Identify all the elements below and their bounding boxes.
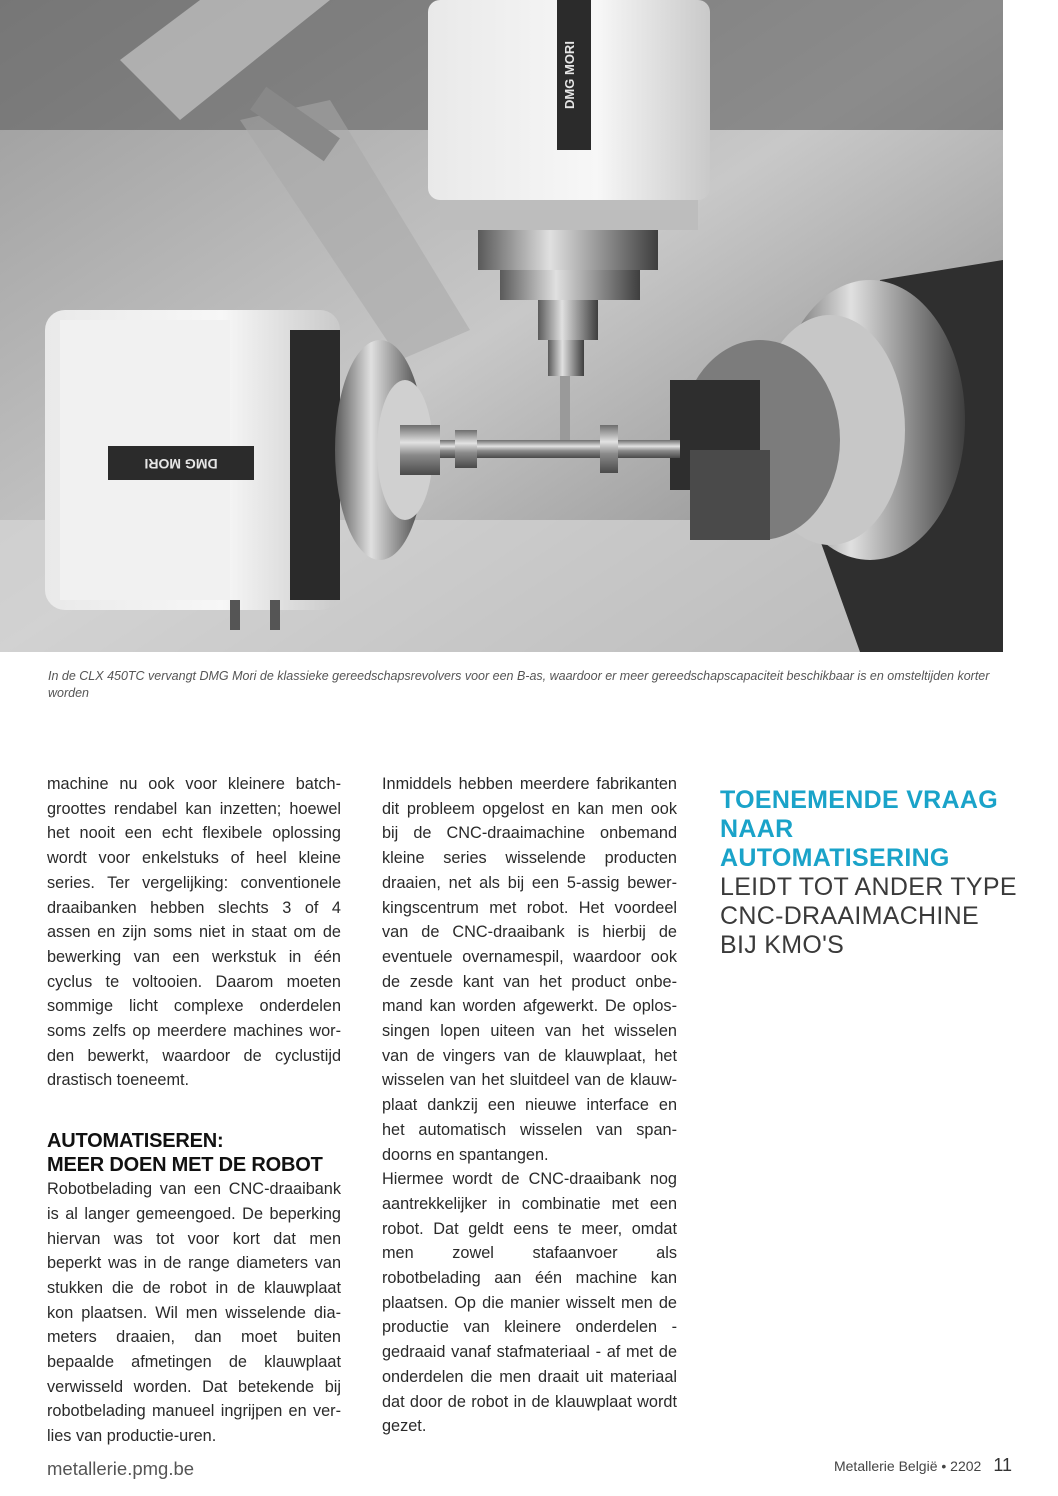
section-heading-line1: AUTOMATISEREN:	[47, 1130, 224, 1153]
footer-issue-info	[834, 1455, 1012, 1476]
hero-photo	[0, 0, 1003, 652]
page-number: 11	[993, 1455, 1012, 1475]
pull-quote-lead: TOENEMENDE VRAAG NAAR AUTOMATISERING	[720, 786, 998, 872]
section-heading	[47, 1129, 341, 1177]
column1-paragraph-2: Robotbelading van een CNC-draaibank is al langer gemeengoed. De beperking hiervan was tot voor kort dat men beperkt was in de range diameters van stukken die de robot in de klauwplaat kon plaatsen. Wil men wisselende diameters draaien, dan moet buiten bepaalde afmetingen de klauwplaat verwisseld worden. Dat betekende bij robotbelading manueel ingrijpen en verlies van productie-uren.	[47, 1180, 341, 1446]
column2-paragraph-1: Inmiddels hebben meerdere fabrikanten dit probleem opgelost en kan men ook bij de CNC-draaimachine onbemand kleine series wisselende producten draaien, net als bij een 5-assig bewerkingscentrum met robot. Het voordeel van de CNC-draaibank is hierbij de eventuele overnamespil, waardoor ook de zesde kant van het product onbemand kan worden afgewerkt. De oplossingen lopen uiteen van het wisselen van de vingers van de klauwplaat, het wisselen van het sluitdeel van de klauwplaat dankzij een nieuwe interface en het automatisch wisselen van spandoorns en spantangen.	[382, 775, 677, 1164]
pull-quote-rest: LEIDT TOT ANDER TYPE CNC-DRAAIMACHINE BIJ KMO'S	[720, 873, 1017, 959]
section-heading-line2: MEER DOEN MET DE ROBOT	[47, 1154, 323, 1177]
top-logo-text: DMG MORI	[562, 41, 577, 109]
footer-website[interactable]: metallerie.pmg.be	[47, 1458, 195, 1479]
left-logo-text: DMG MORI	[144, 456, 218, 472]
footer-issue: Metallerie België • 2202	[833, 1458, 982, 1474]
photo-caption: In de CLX 450TC vervangt DMG Mori de klassieke gereedschapsrevolvers voor een B-as, waardoor er meer gereedschapscapaciteit beschikbaar is en omsteltijden korter worden	[48, 669, 990, 700]
article-column-1	[47, 772, 341, 1449]
article-column-2	[382, 772, 677, 1439]
column1-paragraph-1: machine nu ook voor kleinere batchgroottes rendabel kan inzetten; hoewel het nooit een echt flexibele oplossing wordt voor enkelstuks of heel kleine series. Ter vergelijking: conventionele draaibanken hebben slechts 3 of 4 assen en zijn soms niet in staat om de bewerking van een werkstuk in één cyclus te voltooien. Daarom moeten sommige licht complexe onderdelen soms zelfs op meerdere machines worden bewerkt, waardoor de cyclustijd drastisch toeneemt.	[47, 775, 341, 1090]
column2-paragraph-2: Hiermee wordt de CNC-draaibank nog aantrekkelijker in combinatie met een robot. Dat geldt eens te meer, omdat men zowel stafaanvoer als robotbelading aan één machine kan plaatsen. Op die manier wisselt men de productie van kleinere onderdelen - gedraaid vanaf stafmateriaal - af met de onderdelen die men draait uit materiaal dat door de robot in de klauwplaat wordt gezet.	[382, 1170, 677, 1436]
pull-quote	[720, 786, 1020, 960]
